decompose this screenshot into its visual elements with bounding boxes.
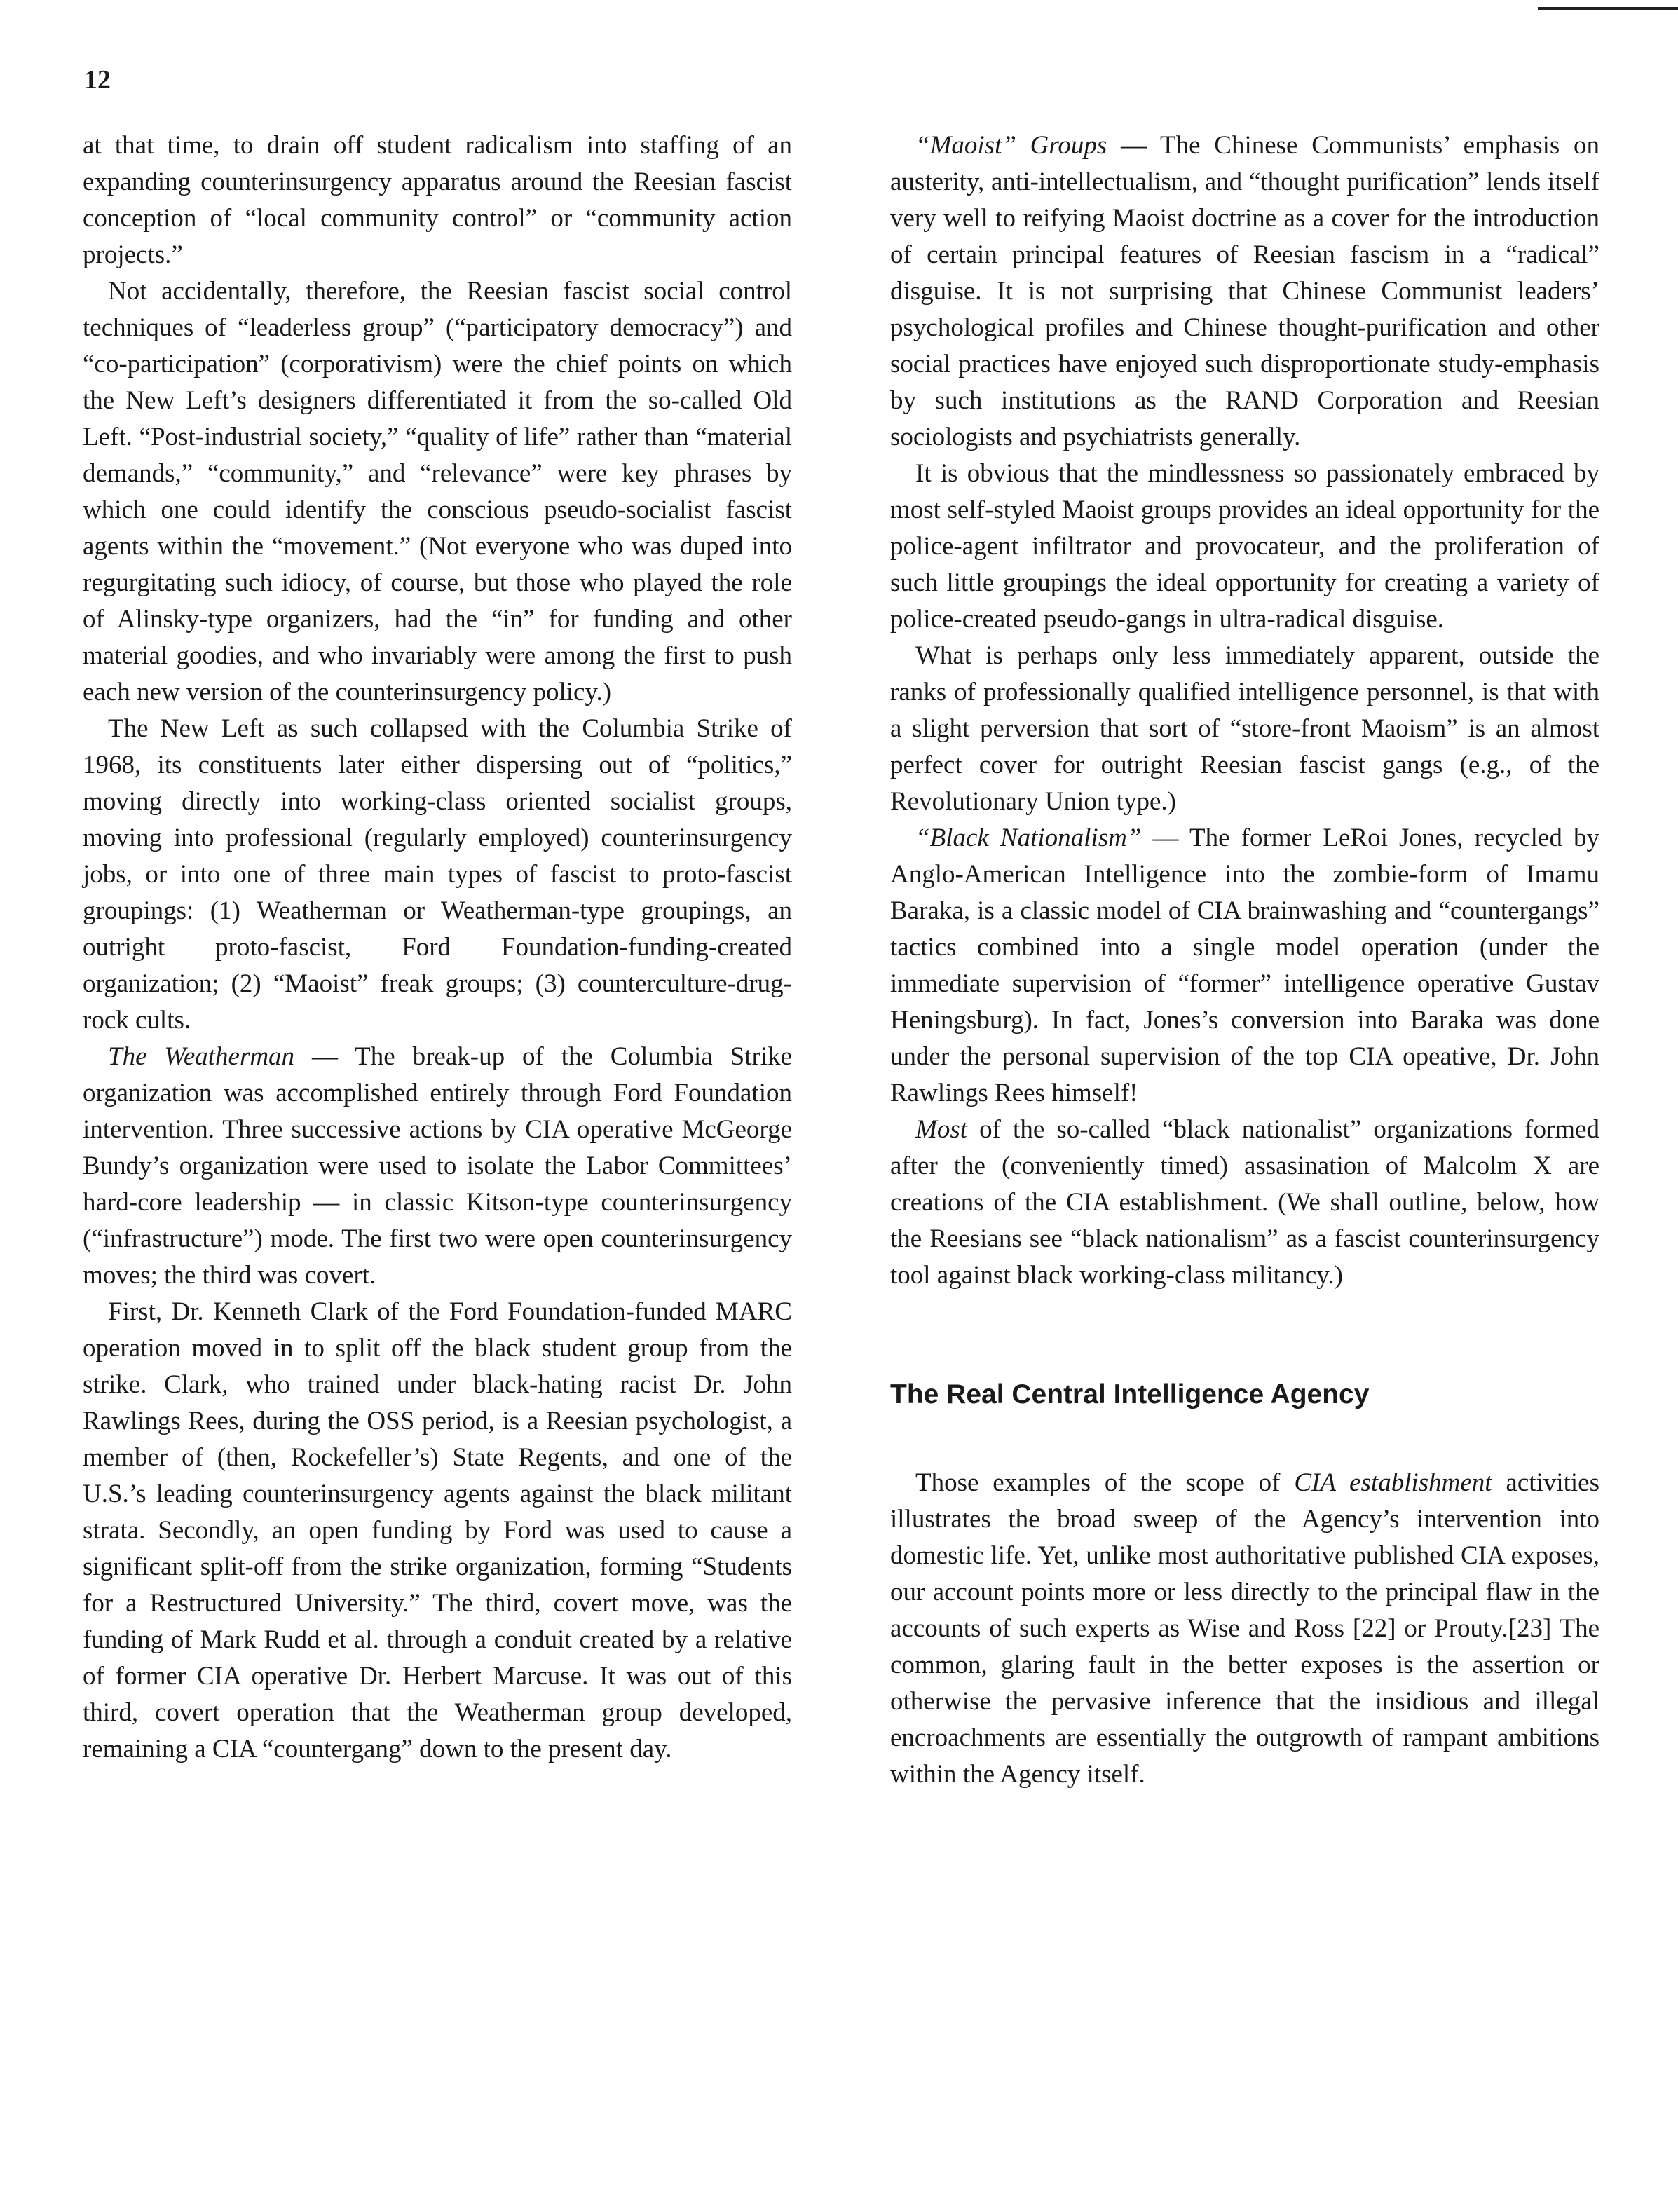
paragraph-text: First, Dr. Kenneth Clark of the Ford Foundation-funded MARC operation moved in to split off the black student group from the strike. Clark, who trained under black-hating racist Dr. John Rawlings Rees, during the OSS period, is a Reesian psychologist, a member of (then, Rockefeller’s) State Regents, and one of the U.S.’s leading counterinsurgency agents against the black militant strata. Secondly, an open funding by Ford was used to cause a significant split-off from the strike organization, forming “Students for a Restructured University.” The third, covert move, was the funding of Mark Rudd et al. through a conduit created by a relative of former CIA operative Dr. Herbert Marcuse. It was out of this third, covert operation that the Weatherman group developed, remaining a CIA “countergang” down to the present day.	[83, 1297, 792, 1763]
paragraph	[890, 638, 1599, 820]
paragraph	[83, 1039, 792, 1294]
paragraph-lead: “Black Nationalism”	[915, 824, 1142, 852]
paragraph-text: — The former LeRoi Jones, recycled by Anglo-American Intelligence into the zombie-form of Imamu Baraka, is a classic model of CIA brainwashing and “countergangs” tactics combined into a single model operation (under the immediate supervision of “former” intelligence operative Gustav Heningsburg). In fact, Jones’s conversion into Baraka was done under the personal supervision of the top CIA opeative, Dr. John Rawlings Rees himself!	[890, 824, 1599, 1107]
paragraph-text: — The break-up of the Columbia Strike organization was accomplished entirely through Ford Foundation intervention. Three successive actions by CIA operative McGeorge Bundy’s organization were used to isolate the Labor Committees’ hard-core leadership — in classic Kitson-type counterinsurgency (“infrastructure”) mode. The first two were open counterinsurgency moves; the third was covert.	[83, 1042, 792, 1290]
paragraph	[83, 1294, 792, 1768]
paragraph-text: It is obvious that the mindlessness so passionately embraced by most self-styled Maoist groups provides an ideal opportunity for the police-agent infiltrator and provocateur, and the proliferation of such little groupings the ideal opportunity for creating a variety of police-created pseudo-gangs in ultra-radical disguise.	[890, 459, 1599, 634]
right-column	[890, 128, 1599, 1793]
paragraph	[890, 1465, 1599, 1793]
paragraph-lead: Most	[915, 1115, 967, 1144]
paragraph-text: of the so-called “black nationalist” organizations formed after the (conveniently timed) assasination of Malcolm X are creations of the CIA establishment. (We shall outline, below, how the Reesians see “black nationalism” as a fascist counterinsurgency tool against black working-class militancy.)	[890, 1115, 1599, 1290]
paragraph-lead: “Maoist” Groups	[915, 131, 1107, 160]
paragraph-text: Not accidentally, therefore, the Reesian fascist social control techniques of “leaderless group” (“participatory democracy”) and “co-participation” (corporativism) were the chief points on which the New Left’s designers differentiated it from the so-called Old Left. “Post-industrial society,” “quality of life” rather than “material demands,” “community,” and “relevance” were key phrases by which one could identify the conscious pseudo-socialist fascist agents within the “movement.” (Not everyone who was duped into regurgitating such idiocy, of course, but those who played the role of Alinsky-type organizers, had the “in” for funding and other material goodies, and who invariably were among the first to push each new version of the counterinsurgency policy.)	[83, 277, 792, 706]
left-column	[83, 128, 792, 1768]
paragraph	[890, 1112, 1599, 1294]
top-rule	[1538, 7, 1678, 10]
section-heading: The Real Central Intelligence Agency	[890, 1379, 1370, 1409]
paragraph-text: at that time, to drain off student radicalism into staffing of an expanding counterinsurgency apparatus around the Reesian fascist conception of “local community control” or “community action projects.”	[83, 131, 792, 269]
paragraph-text: activities illustrates the broad sweep of the Agency’s intervention into domestic life. Yet, unlike most authoritative published CIA exposes, our account points more or less directly to the principal flaw in the accounts of such experts as Wise and Ross [22] or Prouty.[23] The common, glaring fault in the better exposes is the assertion or otherwise the pervasive inference that the insidious and illegal encroachments are essentially the outgrowth of rampant ambitions within the Agency itself.	[890, 1468, 1599, 1789]
paragraph-emphasis: CIA establishment	[1294, 1468, 1492, 1497]
paragraph-text: — The Chinese Communists’ emphasis on austerity, anti-intellectualism, and “thought purification” lends itself very well to reifying Maoist doctrine as a cover for the introduction of certain principal features of Reesian fascism in a “radical” disguise. It is not surprising that Chinese Communist leaders’ psychological profiles and Chinese thought-purification and other social practices have enjoyed such disproportionate study-emphasis by such institutions as the RAND Corporation and Reesian sociologists and psychiatrists generally.	[890, 131, 1599, 451]
paragraph	[83, 711, 792, 1039]
paragraph	[890, 128, 1599, 456]
paragraph	[83, 273, 792, 711]
paragraph-text: The New Left as such collapsed with the Columbia Strike of 1968, its constituents later either dispersing out of “politics,” moving directly into working-class oriented socialist groups, moving into professional (regularly employed) counterinsurgency jobs, or into one of three main types of fascist to proto-fascist groupings: (1) Weatherman or Weatherman-type groupings, an outright proto-fascist, Ford Foundation-funding-created organization; (2) “Maoist” freak groups; (3) counterculture-drug-rock cults.	[83, 714, 792, 1035]
paragraph-text: Those examples of the scope of	[915, 1468, 1295, 1497]
paragraph	[890, 456, 1599, 638]
paragraph-text: What is perhaps only less immediately apparent, outside the ranks of professionally qualified intelligence personnel, is that with a slight perversion that sort of “store-front Maoism” is an almost perfect cover for outright Reesian fascist gangs (e.g., of the Revolutionary Union type.)	[890, 641, 1599, 816]
page-number: 12	[84, 65, 111, 95]
paragraph	[83, 128, 792, 273]
paragraph-lead: The Weatherman	[108, 1042, 295, 1071]
paragraph	[890, 820, 1599, 1112]
